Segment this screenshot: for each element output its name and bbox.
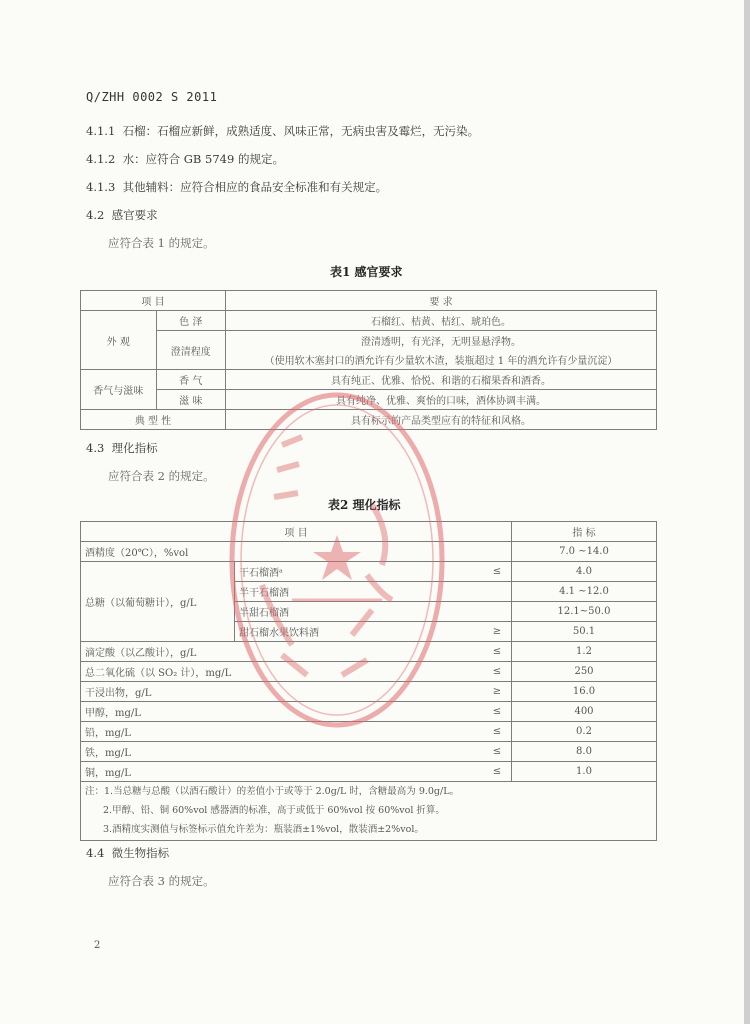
table1-group-aroma-taste: 香气与滋味 [81,370,157,410]
table2-note-2: 2.甲醇、铅、铜 60%vol 感器酒的标准，高于或低于 60%vol 按 60%vol 折算。 [103,805,445,816]
table1-aroma-value: 具有纯正、优雅、恰悦、和谐的石榴果香和酒香。 [226,370,657,390]
red-seal-stamp [222,385,452,735]
table1-color-label: 色 泽 [156,311,225,331]
table2-acid-label: 滴定酸（以乙酸计），g/L [81,642,484,662]
table2-sugar-sweet-sym: ≥ [483,622,512,642]
table1-group-appearance: 外 观 [81,311,157,370]
table1-head-item: 项 目 [81,291,226,311]
section-4-2-heading: 4.2 感官要求 [86,208,158,222]
table2-alcohol-label: 酒精度（20℃），%vol [81,542,512,562]
table2-alcohol-value: 7.0 ~14.0 [512,542,657,562]
table1-taste-value: 具有纯净、优雅、爽怡的口味，酒体协调丰满。 [226,390,657,410]
clause-4-1-1: 4.1.1 石榴：石榴应新鲜，成熟适度、风味正常，无病虫害及霉烂，无污染。 [86,124,480,138]
table2-sugar-dry-value: 4.0 [512,562,657,582]
table2-methanol-sym: ≤ [483,702,512,722]
table2-so2-label: 总二氧化硫（以 SO₂ 计），mg/L [81,662,484,682]
table2-iron-label: 铁，mg/L [81,742,484,762]
page-edge [744,0,750,1024]
section-4-3-paragraph: 应符合表 2 的规定。 [108,469,215,483]
table2-sugar-dry: 干石榴酒ᵃ [235,562,484,582]
table2-methanol-value: 400 [512,702,657,722]
table2-iron-sym: ≤ [483,742,512,762]
table1-clarity-value: 澄清透明，有光泽，无明显悬浮物。 [226,331,657,351]
table2-lead-value: 0.2 [512,722,657,742]
table2-caption: 表2 理化指标 [328,498,401,512]
table1-typical-value: 具有标示的产品类型应有的特征和风格。 [226,410,657,430]
section-4-4-paragraph: 应符合表 3 的规定。 [108,874,215,888]
table2-so2-sym: ≤ [483,662,512,682]
table2-note-1: 注：1.当总糖与总酸（以酒石酸计）的差值小于或等于 2.0g/L 时，含糖最高为 9.0g/L。 [85,786,460,797]
section-4-2-paragraph: 应符合表 1 的规定。 [108,236,215,250]
clause-4-1-2: 4.1.2 水：应符合 GB 5749 的规定。 [86,152,284,166]
table1-typical-label: 典 型 性 [81,410,226,430]
table2-copper-label: 铜，mg/L [81,762,484,782]
table2-head-item: 项 目 [81,522,512,542]
table2-methanol-label: 甲醇，mg/L [81,702,484,722]
table2-notes [81,782,657,841]
table2-extract-sym: ≥ [483,682,512,702]
table2-sugar-sweet-value: 50.1 [512,622,657,642]
table2-note-3: 3.酒精度实测值与标签标示值允许差为：瓶装酒±1%vol，散装酒±2%vol。 [103,824,424,835]
standard-code-header: Q/ZHH 0002 S 2011 [86,90,218,104]
table1-clarity-note: （使用软木塞封口的酒允许有少量软木渣，装瓶超过 1 年的酒允许有少量沉淀） [226,350,657,370]
table2-sugar-semisweet: 半甜石榴酒 [235,602,512,622]
table2-lead-label: 铅，mg/L [81,722,484,742]
table2-sugar-semisweet-value: 12.1~50.0 [512,602,657,622]
table2-copper-value: 1.0 [512,762,657,782]
table1-caption: 表1 感官要求 [330,265,403,279]
clause-4-1-3: 4.1.3 其他辅料：应符合相应的食品安全标准和有关规定。 [86,180,388,194]
table2-extract-label: 干浸出物，g/L [81,682,484,702]
table2-head-index: 指 标 [512,522,657,542]
table1-aroma-label: 香 气 [156,370,225,390]
table2-lead-sym: ≤ [483,722,512,742]
table2-sugar-semidry: 半干石榴酒 [235,582,512,602]
table2-extract-value: 16.0 [512,682,657,702]
table1-color-value: 石榴红、桔黄、桔红、琥珀色。 [226,311,657,331]
table2-iron-value: 8.0 [512,742,657,762]
table2-sugar-dry-sym: ≤ [483,562,512,582]
section-4-3-heading: 4.3 理化指标 [86,441,158,455]
table2-sugar-semidry-value: 4.1 ~12.0 [512,582,657,602]
table2-copper-sym: ≤ [483,762,512,782]
section-4-4-heading: 4.4 微生物指标 [86,846,170,860]
table2-acid-value: 1.2 [512,642,657,662]
table2-sugar-group: 总糖（以葡萄糖计），g/L [81,562,235,642]
table1-head-requirement: 要 求 [226,291,657,311]
table1-taste-label: 滋 味 [156,390,225,410]
page-number: 2 [94,940,101,951]
table2-acid-sym: ≤ [483,642,512,662]
table2-so2-value: 250 [512,662,657,682]
table1-clarity-label: 澄清程度 [156,331,225,370]
table2-sugar-sweet: 甜石榴水果饮料酒 [235,622,484,642]
